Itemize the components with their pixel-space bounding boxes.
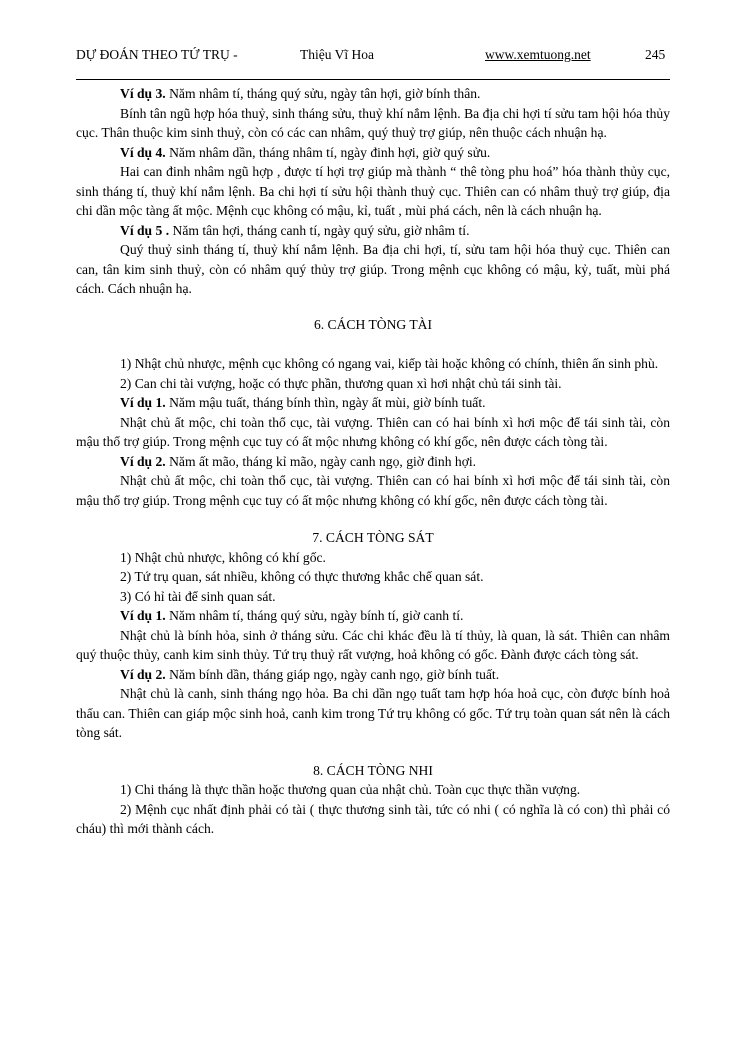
example-line	[76, 606, 670, 626]
condition-item: 1) Nhật chủ nhược, mệnh cục không có ngang vai, kiếp tài hoặc không có chính, thiên ấn sinh phù.	[120, 356, 659, 371]
example-text: Năm mậu tuất, tháng bính thìn, ngày ất mùi, giờ bính tuất.	[165, 395, 486, 410]
section-heading-6: 6. CÁCH TÒNG TÀI	[313, 316, 433, 332]
example-label: Ví dụ 1.	[120, 395, 166, 410]
paragraph: Bính tân ngũ hợp hóa thuỷ, sinh tháng sửu, thuỷ khí nắm lệnh. Ba địa chi hợi tí sửu tam hội hóa thủy cục. Thân thuộc kim sinh thuỷ, còn có các can nhâm, quý thuỷ trợ giúp, nên thuộc cách nhuận hạ.	[76, 105, 670, 140]
condition-item: 1) Chi tháng là thực thần hoặc thương quan của nhật chủ. Toàn cục thực thần vượng.	[120, 782, 581, 797]
example-line	[76, 393, 670, 413]
page-header	[76, 47, 670, 67]
condition-item: 2) Can chi tài vượng, hoặc có thực phần, thương quan xì hơi nhật chủ tái sinh tài.	[120, 375, 562, 391]
section-heading-8: 8. CÁCH TÒNG NHI	[313, 762, 433, 778]
example-line	[76, 221, 670, 241]
condition-item: 2) Tứ trụ quan, sát nhiều, không có thực thương khắc chế quan sát.	[120, 569, 484, 584]
example-line	[76, 84, 670, 104]
paragraph: Hai can đinh nhâm ngũ hợp , được tí hợi trợ giúp mà thành “ thê tòng phu hoá” hóa thành thủy cục, sinh tháng tí, thuỷ khí nắm lệnh. Ba chi hợi tí sửu hội thành thuỷ cục. Thiên can có nhâm thuỷ trợ giúp, địa chi dần mộc tàng ất mộc. Mệnh cục không có mậu, kỉ, tuất , mùi phá cách, nên là cách nhuận hạ.	[76, 164, 670, 218]
example-label: Ví dụ 3.	[120, 86, 166, 101]
paragraph: Nhật chủ là bính hỏa, sinh ở tháng sửu. Các chi khác đều là tí thủy, là quan, là sát. Thiên can nhâm quý thuộc thủy, canh kim sinh thủy. Tứ trụ thuỷ rất vượng, hoả không có gốc. Đành được cách tòng sát.	[76, 627, 670, 662]
condition-item: 1) Nhật chủ nhược, không có khí gốc.	[120, 549, 326, 565]
example-label: Ví dụ 5 .	[120, 222, 170, 238]
section-heading-7: 7. CÁCH TÒNG SÁT	[312, 530, 434, 545]
example-line	[76, 143, 670, 163]
example-text: Năm nhâm tí, tháng quý sửu, ngày tân hợi, giờ bính thân.	[165, 86, 481, 101]
example-label: Ví dụ 1.	[120, 608, 166, 623]
example-label: Ví dụ 4.	[120, 144, 166, 160]
paragraph: Nhật chủ là canh, sinh tháng ngọ hỏa. Ba chi dần ngọ tuất tam hợp hóa hoả cục, còn được bính hoả thấu can. Thiên can giáp mộc sinh hoả, canh kim trong Tứ trụ không có gốc. Tứ trụ toàn quan sát nên là cách tòng sát.	[76, 686, 670, 740]
example-text: Năm tân hợi, tháng canh tí, ngày quý sửu, giờ nhâm tí.	[169, 222, 470, 238]
example-line	[76, 452, 670, 472]
header-author: Thiệu Vĩ Hoa	[300, 47, 374, 62]
example-label: Ví dụ 2.	[120, 666, 166, 682]
paragraph: Nhật chủ ất mộc, chi toàn thổ cục, tài vượng. Thiên can có hai bính xì hơi mộc để tái sinh tài, còn mậu thổ trợ giúp. Trong mệnh cục tuy có ất mộc nhưng không có khí gốc, nên được cách tòng tài.	[76, 414, 670, 449]
example-text: Năm nhâm dần, tháng nhâm tí, ngày đinh hợi, giờ quý sửu.	[165, 144, 491, 160]
header-website-link[interactable]: www.xemtuong.net	[485, 47, 591, 62]
example-text: Năm nhâm tí, tháng quý sửu, ngày bính tí, giờ canh tí.	[165, 608, 464, 623]
page-body	[76, 84, 670, 839]
example-text: Năm ất mão, tháng kỉ mão, ngày canh ngọ, giờ đinh hợi.	[165, 453, 477, 469]
condition-item: 2) Mệnh cục nhất định phải có tài ( thực thương sinh tài, tức có nhi ( có nghĩa là có con) thì phải có cháu) thì mới thành cách.	[76, 801, 670, 836]
example-line	[76, 665, 670, 685]
paragraph: Quý thuỷ sinh tháng tí, thuỷ khí nắm lệnh. Ba địa chi hợi, tí, sửu tam hội hóa thuỷ cục. Thiên can can, tân kim sinh thuỷ, còn có nhâm quý thủy trợ giúp. Trong mệnh cục không có mậu, kỷ, tuất, mùi phá cách. Cách nhuận hạ.	[76, 242, 670, 296]
header-divider	[76, 79, 670, 80]
condition-item: 3) Có hỉ tài để sinh quan sát.	[120, 588, 276, 604]
header-page-number: 245	[645, 47, 666, 62]
example-label: Ví dụ 2.	[120, 453, 166, 469]
example-text: Năm bính dần, tháng giáp ngọ, ngày canh ngọ, giờ bính tuất.	[165, 666, 500, 682]
header-book-title: DỰ ĐOÁN THEO TỨ TRỤ -	[76, 47, 238, 62]
paragraph: Nhật chủ ất mộc, chi toàn thổ cục, tài vượng. Thiên can có hai bính xì hơi mộc để tái sinh tài, còn mậu thổ trợ giúp. Trong mệnh cục tuy có ất mộc nhưng không có khí gốc, nên được cách tòng tài.	[76, 473, 670, 508]
